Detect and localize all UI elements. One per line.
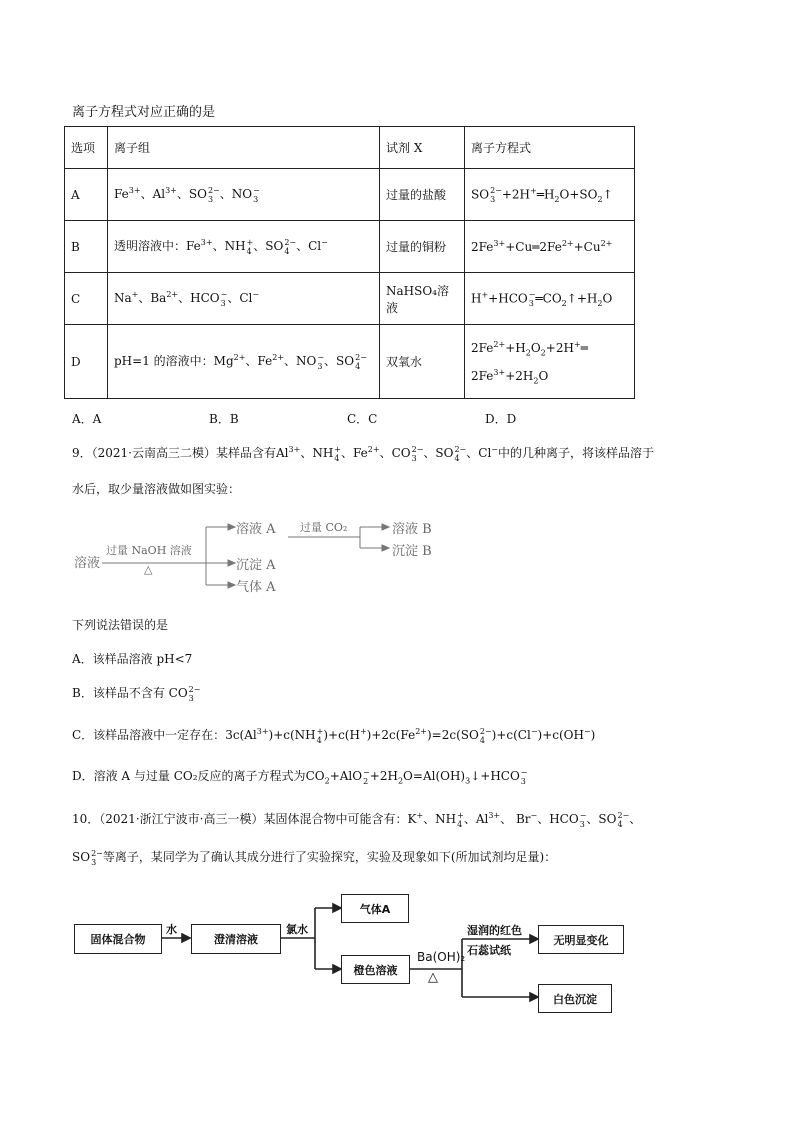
row-ions: 透明溶液中：$Fe^{3+}$、NH + 4 、SO 2− 4 、Cl−: [108, 221, 380, 273]
row-ions: Na+、$Ba^{2+}$、HCO − 3 、Cl−: [108, 273, 380, 325]
row-option: C: [65, 273, 108, 325]
flow-start: 溶液: [74, 556, 101, 571]
option-c[interactable]: C．该样品溶液中一定存在：$3c(Al^{3+})+c(NH$ + 4 )$+c(H^+)+2c(Fe^{2+})=2c(SO$ 2− 4 )+c(Cl−)+c(OH−): [72, 726, 596, 745]
box-white-precipitate: 白色沉淀: [538, 984, 612, 1013]
flow-solution-b: 溶液 B: [392, 522, 432, 537]
box-orange-solution: 橙色溶液: [341, 955, 410, 984]
box-gas-a: 气体A: [341, 894, 409, 923]
row-equation: $2Fe^{2+}+H_2O_2+2H^+═$ $2Fe^{3+}+2H_2O$: [465, 325, 635, 399]
q8-table: [64, 126, 635, 399]
flow-solution-a: 溶液 A: [236, 522, 276, 537]
table-row: [65, 273, 635, 325]
row-equation: H++HCO − 3 $═CO_2↑+H_2O$: [465, 273, 635, 325]
q9-question: 下列说法错误的是: [72, 618, 169, 632]
row-option: B: [65, 221, 108, 273]
q10-stem-line2: SO 2− 3 等离子，某同学为了确认其成分进行了实验探究，实验及现象如下(所加试剂均足量)：: [72, 848, 557, 867]
header-option: 选项: [65, 127, 108, 169]
option-b[interactable]: B．该样品不含有 CO 2− 3: [72, 684, 201, 703]
q10-stem: 10．（2021·浙江宁波市·高三一模）某固体混合物中可能含有：K+、NH + 4 、$Al^{3+}$、 Br−、HCO − 3 、SO 2− 4 、: [72, 810, 642, 829]
box-solid-mixture: 固体混合物: [74, 924, 162, 954]
table-row: [65, 325, 635, 399]
choice-a[interactable]: A．A: [72, 412, 102, 426]
flow-precipitate-b: 沉淀 B: [392, 544, 432, 559]
choice-c[interactable]: C．C: [347, 412, 378, 426]
flow-gas-a: 气体 A: [236, 580, 276, 595]
option-d[interactable]: D．溶液 A 与过量 CO₂反应的离子方程式为$CO_2+AlO$ − 2 $+2H_2O=Al(OH)_3↓+HCO$ − 3: [72, 767, 528, 786]
row-ions: pH=1 的溶液中：$Mg^{2+}$、$Fe^{2+}$、NO − 3 、SO 2− 4: [108, 325, 380, 399]
q9-stem-line2: 水后，取少量溶液做如图实验：: [72, 482, 241, 496]
row-reagent: 过量的铜粉: [380, 221, 465, 273]
row-option: D: [65, 325, 108, 399]
header-reagent: 试剂 X: [380, 127, 465, 169]
row-equation: $2Fe^{3+}+Cu═2Fe^{2+}+Cu^{2+}$: [465, 221, 635, 273]
q8-stem: 离子方程式对应正确的是: [72, 105, 216, 120]
row-option: A: [65, 169, 108, 221]
table-row: [65, 221, 635, 273]
header-ion-group: 离子组: [108, 127, 380, 169]
reagent-baoh2: Ba(OH)₂: [417, 950, 466, 964]
choice-b[interactable]: B．B: [209, 412, 239, 426]
box-no-change: 无明显变化: [538, 925, 624, 954]
heat-symbol: △: [428, 970, 438, 985]
flow-reagent-naoh: 过量 NaOH 溶液: [106, 544, 192, 557]
row-equation: SO 2− 3 $+2H^+═H_2O+SO_2↑$: [465, 169, 635, 221]
row-reagent: NaHSO₄溶液: [380, 273, 465, 325]
q9-stem: 9．（2021·云南高三二模）某样品含有$Al^{3+}$、NH + 4 、$Fe^{2+}$、CO 2− 3 、SO 2− 4 、Cl−中的几种离子，将该样品溶于: [72, 444, 655, 463]
table-row: [65, 169, 635, 221]
step-water: 水: [166, 923, 177, 936]
row-ions: $Fe^{3+}$、$Al^{3+}$、SO 2− 3 、NO − 3: [108, 169, 380, 221]
header-equation: 离子方程式: [465, 127, 635, 169]
litmus-label-line1: 湿润的红色: [467, 924, 522, 937]
row-reagent: 过量的盐酸: [380, 169, 465, 221]
litmus-label-line2: 石蕊试纸: [467, 944, 511, 957]
row-reagent: 双氧水: [380, 325, 465, 399]
flow-reagent-co2: 过量 CO₂: [300, 521, 348, 534]
flow-heat: △: [144, 563, 153, 576]
option-a[interactable]: A．该样品溶液 pH<7: [72, 652, 193, 666]
box-clear-solution: 澄清溶液: [191, 924, 281, 954]
step-chlorine-water: 氯水: [286, 923, 308, 936]
flow-precipitate-a: 沉淀 A: [236, 558, 276, 573]
choice-d[interactable]: D．D: [485, 412, 517, 426]
